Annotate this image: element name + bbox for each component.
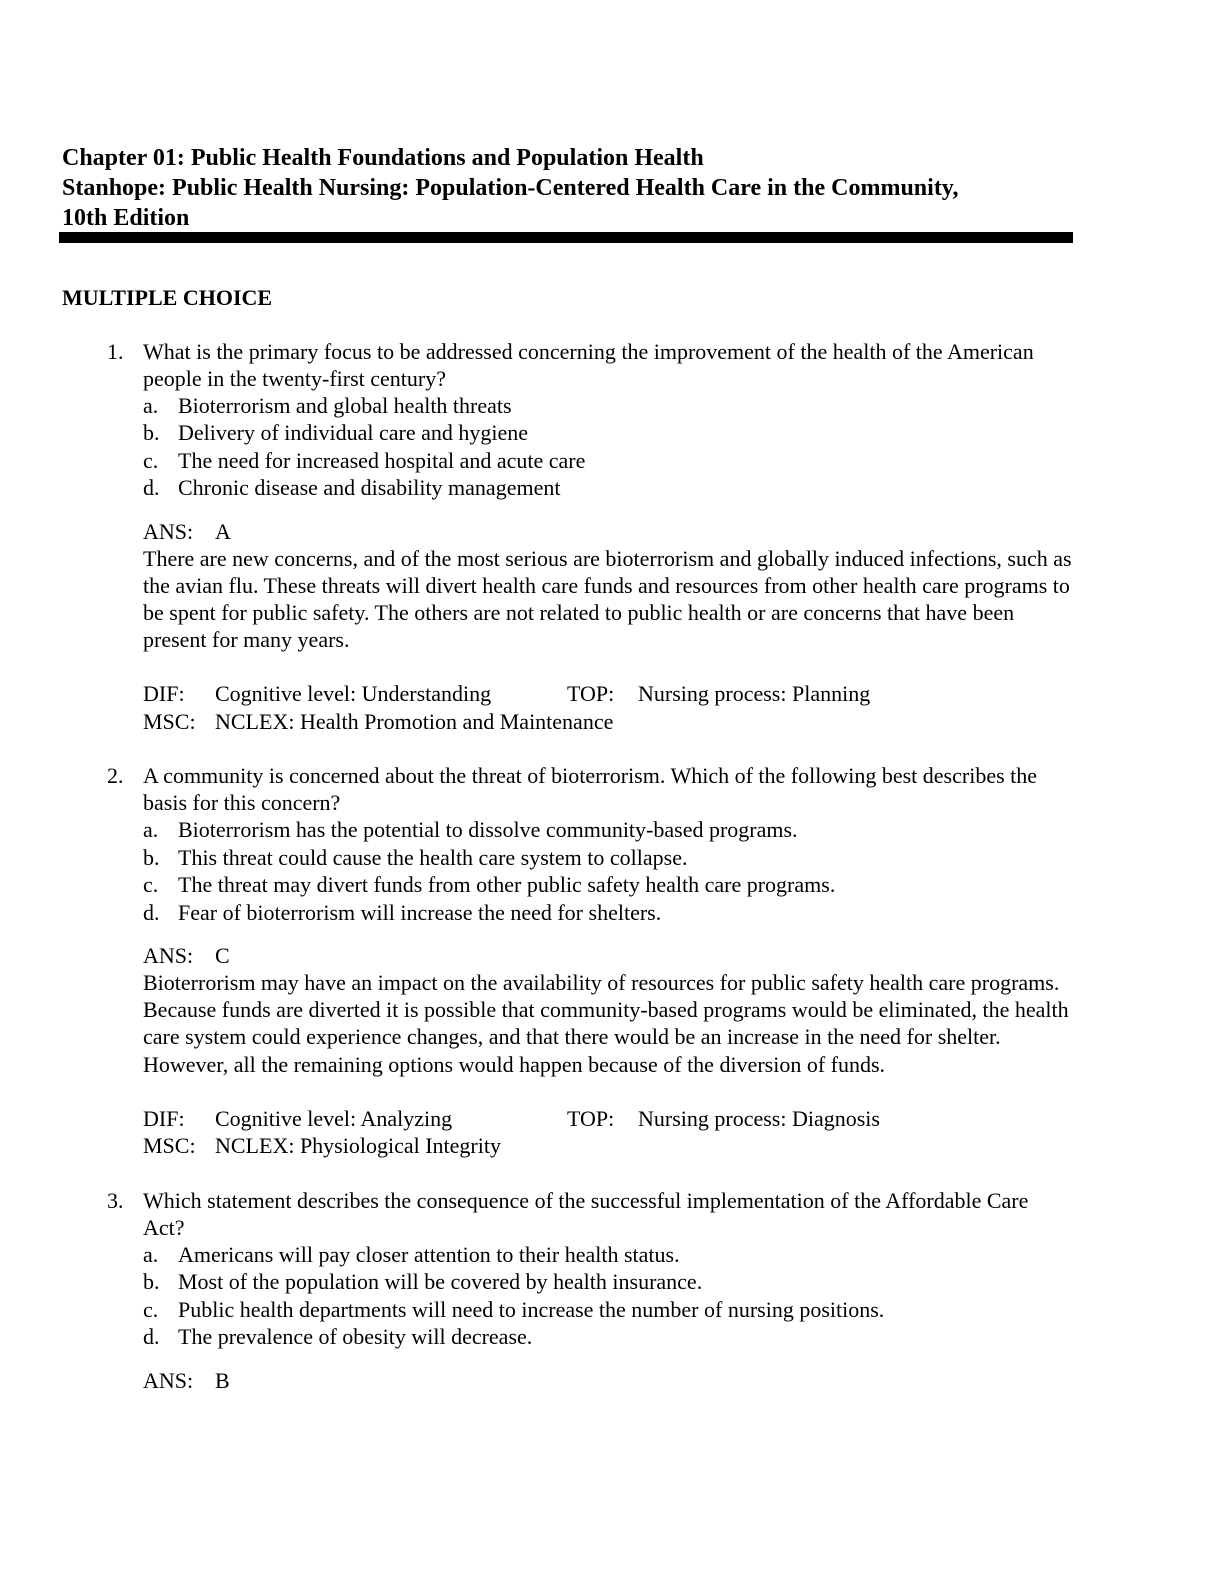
answer-label: ANS: [143,518,194,544]
question-number: 2. [107,763,124,789]
question-stem: What is the primary focus to be addressed concerning the improvement of the health of the American people in the twenty-first century? [143,339,1034,391]
dif-label: DIF: [143,1105,185,1131]
section-title: MULTIPLE CHOICE [62,285,273,310]
question-stem: A community is concerned about the threat of bioterrorism. Which of the following best describes the basis for this concern? [143,763,1038,816]
top-label: TOP: [567,681,615,707]
top-value: Nursing process: Diagnosis [638,1105,880,1131]
option-letter: a. [143,817,159,843]
top-label: TOP: [567,1105,615,1131]
option-text: The prevalence of obesity will decrease. [178,1324,533,1350]
option-d [143,899,1224,926]
answer-line [143,942,1224,969]
option-d [143,1323,1224,1350]
option-text: This threat could cause the health care system to collapse. [178,844,688,870]
question-stem: Which statement describes the consequence of the successful implementation of the Affordable Care Act? [143,1187,1029,1240]
option-letter: a. [143,1241,159,1267]
answer-line [143,1367,1224,1394]
document-header [62,143,1072,233]
answer-options [143,1241,1224,1351]
option-c [143,871,1224,898]
option-letter: d. [143,475,160,501]
option-text: Americans will pay closer attention to their health status. [178,1241,680,1267]
question-number: 1. [107,339,124,364]
dif-value: Cognitive level: Analyzing [215,1105,453,1131]
option-letter: c. [143,447,159,473]
option-letter: b. [143,1269,160,1295]
meta-row-msc [143,1132,1224,1160]
answer-value: B [215,1367,230,1393]
option-text: Delivery of individual care and hygiene [178,420,529,446]
dif-value: Cognitive level: Understanding [215,681,492,707]
header-divider [59,232,1073,243]
option-letter: c. [143,872,159,898]
top-value: Nursing process: Planning [638,681,871,707]
answer-value: C [215,943,230,969]
option-b [143,844,1224,871]
question-number: 3. [107,1187,124,1213]
option-letter: d. [143,899,160,925]
question-list [0,338,1224,1421]
option-a [143,392,1224,419]
answer-line [143,518,1224,545]
option-a [143,816,1224,843]
meta-row-msc [143,708,1224,736]
msc-value: NCLEX: Physiological Integrity [215,1133,501,1159]
chapter-title: Chapter 01: Public Health Foundations and Population Health [62,145,704,171]
book-edition: 10th Edition [62,205,190,231]
msc-value: NCLEX: Health Promotion and Maintenance [215,708,614,734]
msc-label: MSC: [143,708,196,734]
option-c [143,1296,1224,1323]
option-letter: c. [143,1296,159,1322]
option-text: Bioterrorism and global health threats [178,393,512,418]
option-d [143,474,1224,501]
answer-options [143,816,1224,926]
option-text: Chronic disease and disability management [178,475,561,501]
option-letter: a. [143,393,159,418]
option-text: The need for increased hospital and acute care [178,447,586,473]
option-letter: b. [143,420,160,446]
rationale: There are new concerns, and of the most serious are bioterrorism and globally induced infections, such as the avian flu. These threats will divert health care funds and resources from other health care programs to be spent for public safety. The others are not related to public health or are concerns that have been present for many years. [143,545,1072,653]
option-text: Most of the population will be covered by health insurance. [178,1269,703,1295]
option-letter: b. [143,844,160,870]
option-letter: d. [143,1324,160,1350]
book-title: Stanhope: Public Health Nursing: Population-Centered Health Care in the Community, [62,175,959,201]
answer-label: ANS: [143,1367,194,1393]
option-text: The threat may divert funds from other public safety health care programs. [178,872,836,898]
meta-row-dif-top [143,680,1224,708]
dif-label: DIF: [143,681,185,707]
question-3 [0,1187,1224,1394]
question-2 [0,762,1224,1159]
option-b [143,419,1224,446]
option-c [143,447,1224,474]
question-1 [0,338,1224,735]
question-metadata [143,680,1224,735]
meta-row-dif-top [143,1105,1224,1133]
msc-label: MSC: [143,1133,196,1159]
answer-value: A [215,518,231,544]
option-text: Fear of bioterrorism will increase the need for shelters. [178,899,662,925]
question-metadata [143,1105,1224,1160]
option-b [143,1268,1224,1295]
answer-label: ANS: [143,943,194,969]
option-text: Bioterrorism has the potential to dissolve community-based programs. [178,817,798,843]
rationale: Bioterrorism may have an impact on the availability of resources for public safety health care programs. Because funds are diverted it is possible that community-based programs would be eliminated, the health care system could experience changes, and that there would be an increase in the need for shelter. However, all the remaining options would happen because of the diversion of funds. [143,970,1069,1077]
option-text: Public health departments will need to increase the number of nursing positions. [178,1296,885,1322]
answer-options [143,392,1224,502]
option-a [143,1241,1224,1268]
